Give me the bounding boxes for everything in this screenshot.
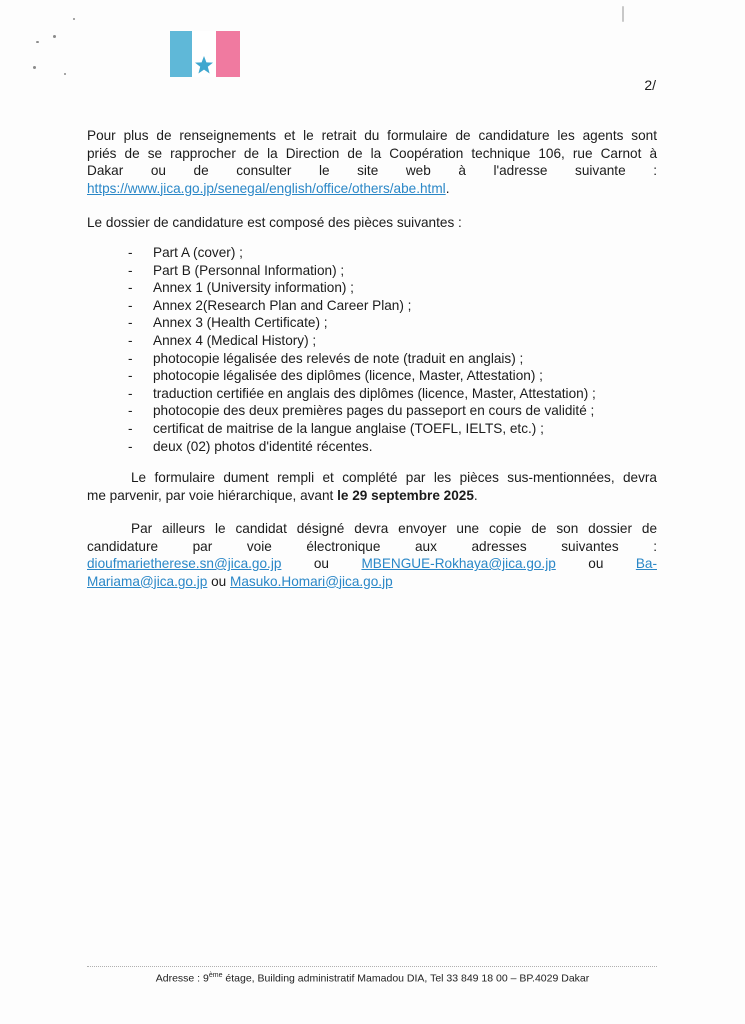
list-item [128, 297, 596, 315]
email-link-ba-start[interactable]: Ba- [635, 556, 657, 571]
or-word: ou [207, 573, 231, 589]
list-item-text: Annex 4 (Medical History) ; [153, 332, 317, 348]
page-number: 2/ [644, 77, 656, 93]
dossier-intro-text: Le dossier de candidature est composé des pièces suivantes : [87, 215, 462, 230]
list-item-text: Annex 1 (University information) ; [153, 280, 354, 296]
footer-suffix: étage, Building administratif Mamadou DIA, Tel 33 849 18 00 – BP.4029 Dakar [222, 972, 590, 985]
scan-speck [33, 66, 36, 69]
list-dash: - [128, 385, 133, 401]
list-dash: - [128, 245, 133, 260]
list-dash: - [128, 350, 133, 366]
list-item [128, 402, 596, 420]
list-item-text: Annex 2(Research Plan and Career Plan) ; [153, 297, 412, 313]
list-dash: - [128, 332, 133, 348]
list-item-text: photocopie légalisée des relevés de note (traduit en anglais) ; [153, 350, 524, 366]
list-dash: - [128, 438, 133, 454]
or-word: ou [313, 556, 329, 571]
footer-prefix: Adresse : 9 [155, 972, 209, 985]
footer-address [0, 972, 745, 985]
footer-superscript: ème [208, 972, 223, 979]
paragraph-line: Par ailleurs le candidat désigné devra envoyer une copie de son dossier de [131, 521, 657, 536]
list-item-text: Part B (Personnal Information) ; [153, 262, 345, 278]
paragraph-line: priés de se rapprocher de la Direction de la Coopération technique 106, rue Carnot à [87, 145, 657, 161]
list-item [128, 262, 596, 280]
scan-speck [53, 35, 56, 38]
list-item-text: traduction certifiée en anglais des diplômes (licence, Master, Attestation) ; [153, 385, 596, 401]
scan-speck [64, 73, 66, 75]
email-line [87, 555, 657, 573]
email-link-mbengue[interactable]: MBENGUE-Rokhaya@jica.go.jp [361, 556, 556, 571]
paragraph-line [87, 487, 657, 505]
list-dash: - [128, 368, 133, 384]
paragraph-line: candidature par voie électronique aux adresses suivantes : [87, 538, 657, 554]
list-item [128, 279, 596, 297]
dossier-intro [87, 214, 657, 232]
list-item [128, 420, 596, 438]
footer-divider [87, 966, 657, 967]
required-documents-list [128, 244, 596, 455]
list-item-text: photocopie des deux premières pages du passeport en cours de validité ; [153, 403, 595, 419]
email-link-masuko[interactable]: Masuko.Homari@jica.go.jp [230, 573, 393, 589]
list-item-text: photocopie légalisée des diplômes (licence, Master, Attestation) ; [153, 368, 543, 384]
jica-website-link[interactable]: https://www.jica.go.jp/senegal/english/office/others/abe.html [87, 180, 446, 196]
list-item [128, 438, 596, 456]
list-item-text: Part A (cover) ; [153, 245, 243, 260]
link-suffix: . [445, 180, 450, 196]
email-link-ba-end[interactable]: Mariama@jica.go.jp [87, 573, 208, 589]
deadline-date: le 29 septembre 2025 [337, 487, 474, 503]
list-dash: - [128, 420, 133, 436]
list-item-text: certificat de maitrise de la langue anglaise (TOEFL, IELTS, etc.) ; [153, 420, 544, 436]
star-icon [194, 55, 214, 75]
scan-speck [622, 6, 624, 22]
email-paragraph [87, 520, 657, 590]
list-dash: - [128, 297, 133, 313]
deadline-suffix: . [473, 487, 478, 503]
list-dash: - [128, 403, 133, 419]
paragraph-line [87, 180, 657, 198]
scan-speck [36, 41, 39, 43]
paragraph-line: Pour plus de renseignements et le retrait du formulaire de candidature les agents sont [87, 128, 657, 143]
paragraph-line: Dakar ou de consulter le site web à l'adresse suivante : [87, 163, 657, 178]
senegal-flag-logo [170, 31, 240, 77]
or-word: ou [588, 556, 604, 571]
list-item [128, 367, 596, 385]
list-item-text: Annex 3 (Health Certificate) ; [153, 315, 328, 331]
flag-stripe-left [170, 31, 192, 77]
list-item [128, 244, 596, 262]
paragraph-line: Le formulaire dument rempli et complété par les pièces sus-mentionnées, devra [131, 470, 657, 485]
list-dash: - [128, 262, 133, 278]
list-item-text: deux (02) photos d'identité récentes. [153, 438, 373, 454]
email-link-diouf[interactable]: dioufmarietherese.sn@jica.go.jp [87, 556, 282, 571]
list-item [128, 332, 596, 350]
list-dash: - [128, 280, 133, 296]
list-item [128, 314, 596, 332]
scan-speck [73, 18, 75, 20]
info-paragraph [87, 127, 657, 197]
deadline-prefix: me parvenir, par voie hiérarchique, avant [87, 487, 338, 503]
list-dash: - [128, 315, 133, 331]
deadline-paragraph [87, 469, 657, 504]
email-line [87, 573, 657, 591]
flag-stripe-right [216, 31, 240, 77]
list-item [128, 385, 596, 403]
list-item [128, 350, 596, 368]
